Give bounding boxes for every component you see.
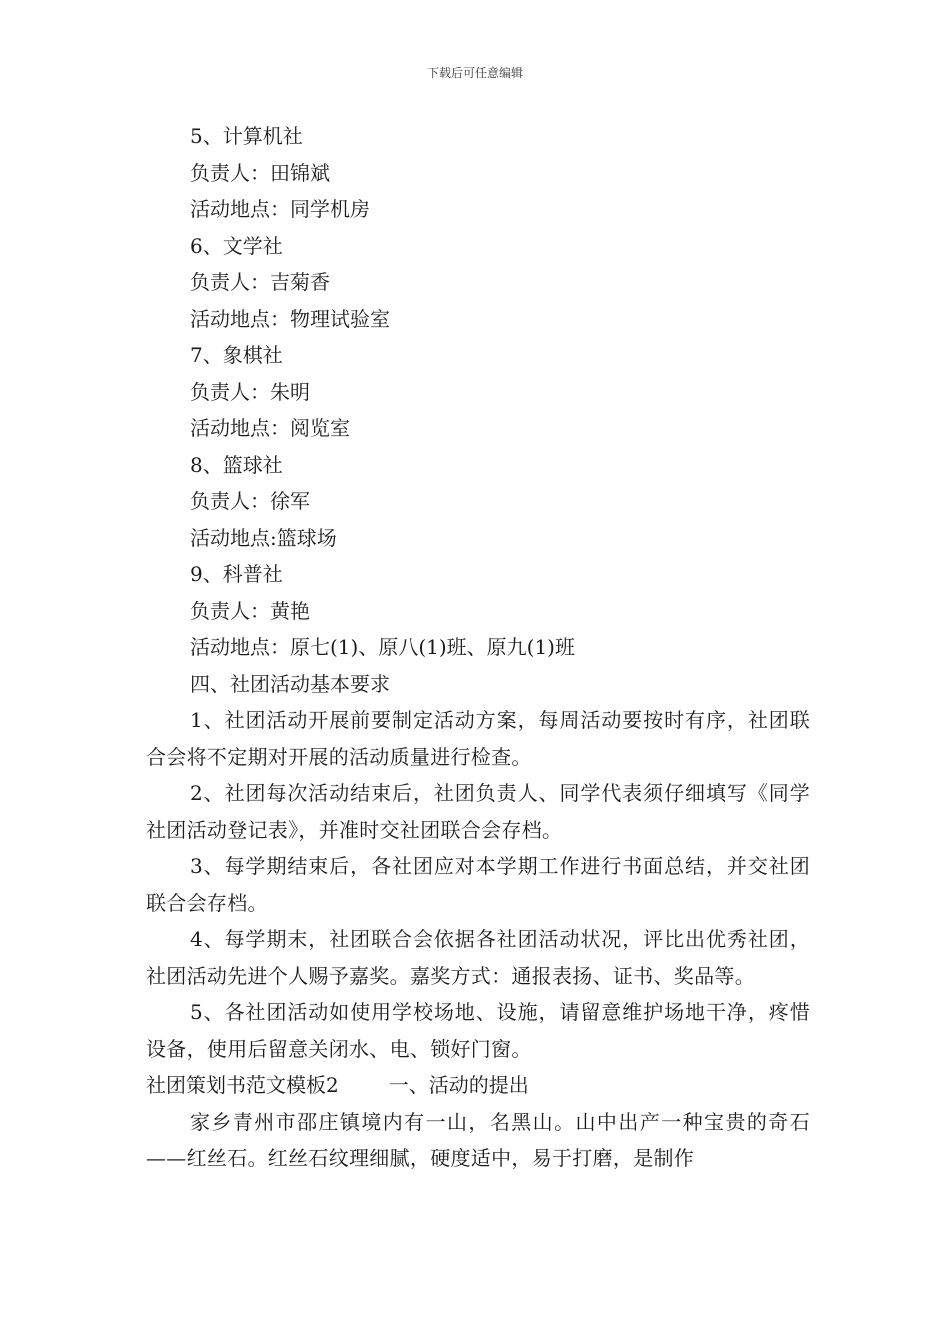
requirement-item: 4、每学期末，社团联合会依据各社团活动状况，评比出优秀社团，社团活动先进个人赐予嘉奖。嘉奖方式：通报表扬、证书、奖品等。 bbox=[146, 927, 810, 988]
template-subheading: 一、活动的提出 bbox=[388, 1073, 529, 1097]
club-leader: 负责人：徐军 bbox=[190, 489, 310, 513]
club-6 bbox=[146, 228, 810, 338]
club-location: 活动地点：物理试验室 bbox=[190, 306, 390, 331]
requirement-item: 3、每学期结束后，各社团应对本学期工作进行书面总结，并交社团联合会存档。 bbox=[146, 854, 810, 915]
club-9 bbox=[146, 556, 810, 666]
club-location: 活动地点：同学机房 bbox=[190, 197, 370, 221]
page-header: 下载后可任意编辑 bbox=[426, 66, 523, 80]
club-leader: 负责人：朱明 bbox=[190, 379, 310, 404]
document-body bbox=[146, 118, 810, 1177]
club-leader: 负责人：田锦斌 bbox=[190, 160, 330, 185]
template-title-line bbox=[146, 1067, 810, 1104]
requirement-item: 5、各社团活动如使用学校场地、设施，请留意维护场地干净，疼惜设备，使用后留意关闭水、电、锁好门窗。 bbox=[146, 1000, 810, 1061]
club-5 bbox=[146, 118, 810, 228]
club-title: 5、计算机社 bbox=[190, 124, 303, 148]
requirement-item: 1、社团活动开展前要制定活动方案，每周活动要按时有序，社团联合会将不定期对开展的活动质量进行检查。 bbox=[146, 708, 810, 769]
club-title: 7、象棋社 bbox=[190, 343, 283, 367]
club-location: 活动地点：原七(1)、原八(1)班、原九(1)班 bbox=[190, 635, 575, 659]
club-title: 6、文学社 bbox=[190, 233, 283, 258]
requirement-item: 2、社团每次活动结束后，社团负责人、同学代表须仔细填写《同学社团活动登记表》，并准时交社团联合会存档。 bbox=[146, 781, 810, 842]
club-location: 活动地点:篮球场 bbox=[190, 525, 337, 550]
club-title: 8、篮球社 bbox=[190, 452, 283, 477]
club-7 bbox=[146, 337, 810, 447]
club-8 bbox=[146, 447, 810, 557]
section-heading: 四、社团活动基本要求 bbox=[190, 671, 390, 696]
club-title: 9、科普社 bbox=[190, 562, 283, 586]
template-title: 社团策划书范文模板2 bbox=[146, 1073, 339, 1097]
club-leader: 负责人：吉菊香 bbox=[190, 270, 330, 294]
club-location: 活动地点：阅览室 bbox=[190, 416, 350, 440]
club-leader: 负责人：黄艳 bbox=[190, 598, 310, 623]
template-paragraph: 家乡青州市邵庄镇境内有一山，名黑山。山中出产一种宝贵的奇石——红丝石。红丝石纹理细腻，硬度适中，易于打磨，是制作 bbox=[146, 1109, 810, 1170]
